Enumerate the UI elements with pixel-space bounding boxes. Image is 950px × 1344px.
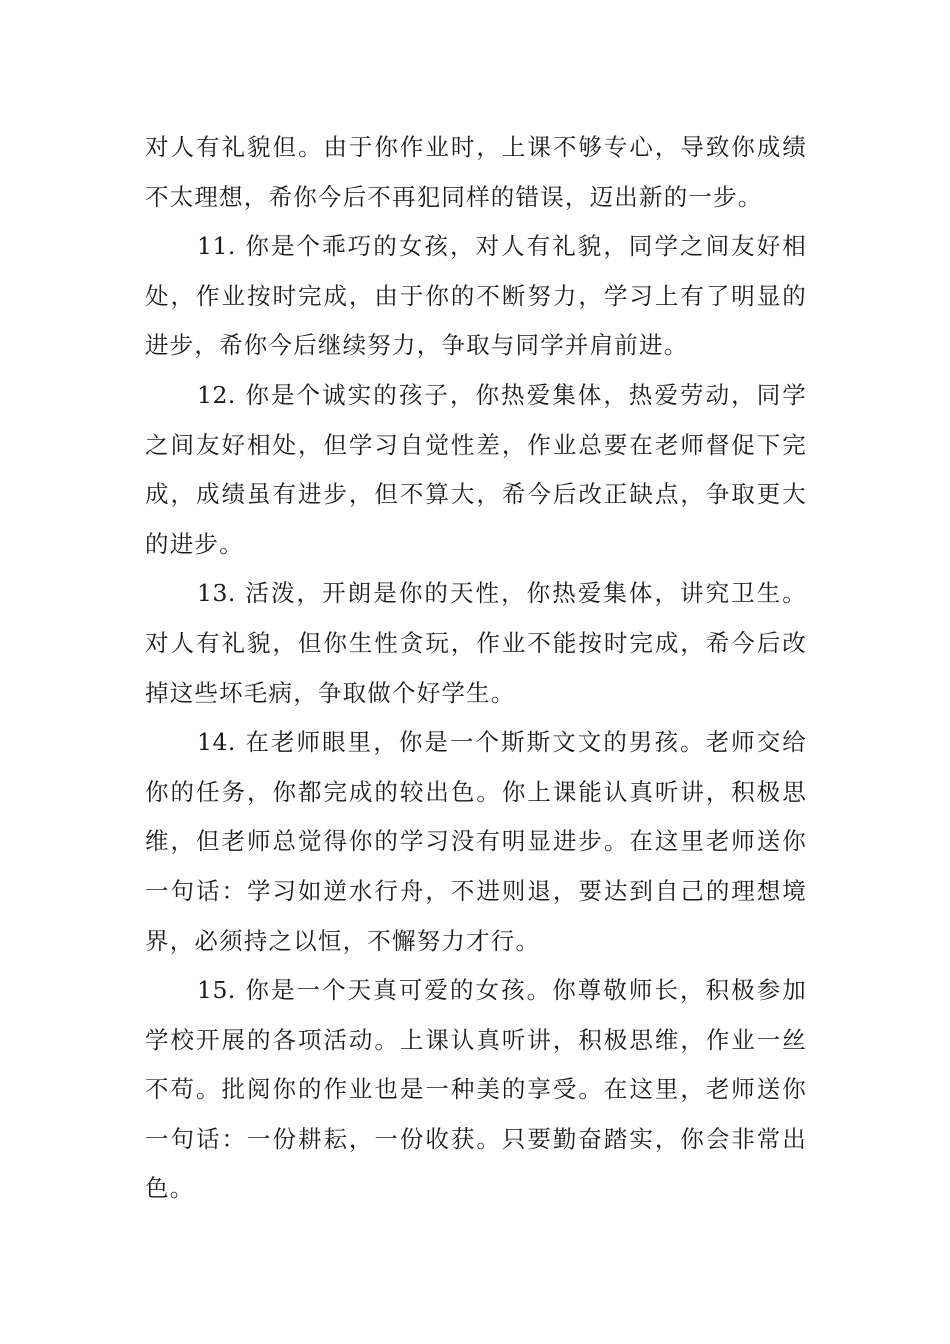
paragraph-13 xyxy=(145,569,807,718)
paragraph-15 xyxy=(145,966,807,1214)
paragraph-text: 活泼，开朗是你的天性，你热爱集体，讲究卫生。对人有礼貌，但你生性贪玩，作业不能按时完成，希今后改掉这些坏毛病，争取做个好学生。 xyxy=(145,579,808,707)
document-body xyxy=(145,123,807,1214)
paragraph-number: 11. xyxy=(197,232,236,261)
paragraph-14 xyxy=(145,718,807,966)
paragraph-text: 你是一个天真可爱的女孩。你尊敬师长，积极参加学校开展的各项活动。上课认真听讲，积极思维，作业一丝不苟。批阅你的作业也是一种美的享受。在这里，老师送你一句话：一份耕耘，一份收获。只要勤奋踏实，你会非常出色。 xyxy=(145,976,808,1203)
paragraph-number: 13. xyxy=(197,579,236,608)
paragraph-number: 14. xyxy=(197,728,236,757)
paragraph-11 xyxy=(145,222,807,371)
paragraph-12 xyxy=(145,371,807,569)
paragraph-text: 你是个乖巧的女孩，对人有礼貌，同学之间友好相处，作业按时完成，由于你的不断努力，学习上有了明显的进步，希你今后继续努力，争取与同学并肩前进。 xyxy=(145,232,808,360)
paragraph-number: 15. xyxy=(197,976,236,1005)
paragraph-text: 你是个诚实的孩子，你热爱集体，热爱劳动，同学之间友好相处，但学习自觉性差，作业总要在老师督促下完成，成绩虽有进步，但不算大，希今后改正缺点，争取更大的进步。 xyxy=(145,380,808,558)
paragraph-text: 在老师眼里，你是一个斯斯文文的男孩。老师交给你的任务，你都完成的较出色。你上课能认真听讲，积极思维，但老师总觉得你的学习没有明显进步。在这里老师送你一句话：学习如逆水行舟，不进则退，要达到自己的理想境界，必须持之以恒，不懈努力才行。 xyxy=(145,728,808,955)
paragraph-number: 12. xyxy=(197,380,236,409)
paragraph-continuation xyxy=(145,123,807,222)
paragraph-text: 对人有礼貌但。由于你作业时，上课不够专心，导致你成绩不太理想，希你今后不再犯同样的错误，迈出新的一步。 xyxy=(145,133,807,211)
